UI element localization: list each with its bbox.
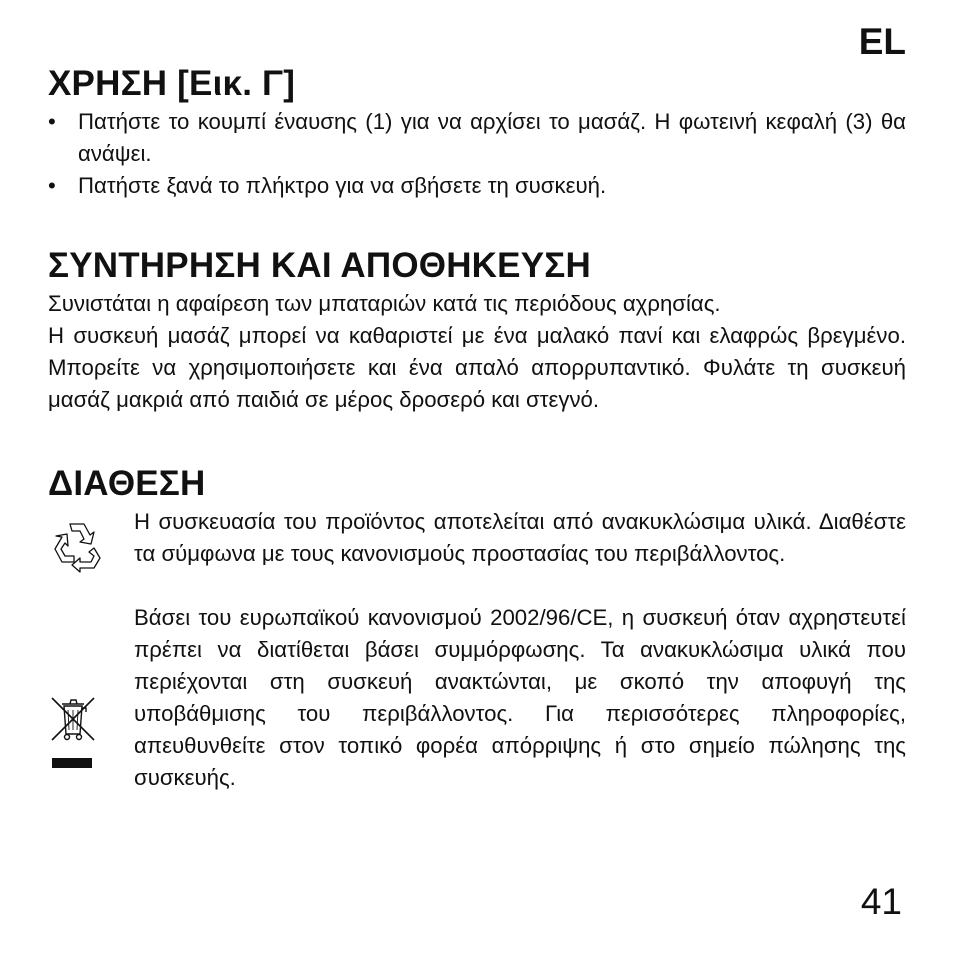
- weee-bar-icon: [52, 758, 92, 768]
- recycle-icon: [48, 518, 106, 574]
- page-number: 41: [860, 881, 902, 922]
- language-code: EL: [858, 21, 906, 62]
- bullet-marker: •: [48, 109, 56, 134]
- usage-bullet-text: Πατήστε το κουμπί έναυσης (1) για να αρχίσει το μασάζ. Η φωτεινή κεφαλή (3) θα ανάψει.: [78, 109, 906, 166]
- usage-bullet-list: [48, 106, 906, 202]
- maintenance-paragraph: Η συσκευή μασάζ μπορεί να καθαριστεί με ένα μαλακό πανί και ελαφρώς βρεγμένο. Μπορείτε να χρησιμοποιήσετε και ένα απαλό απορρυπαντικό. Φυλάτε τη συσκευή μασάζ μακριά από παιδιά σε μέρος δροσερό και στεγνό.: [48, 323, 906, 412]
- packaging-disposal-text: Η συσκευασία του προϊόντος αποτελείται από ανακυκλώσιμα υλικά. Διαθέστε τα σύμφωνα με τους κανονισμούς προστασίας του περιβάλλοντος.: [134, 509, 906, 566]
- disposal-section: [48, 462, 906, 794]
- maintenance-heading: ΣΥΝΤΗΡΗΣΗ ΚΑΙ ΑΠΟΘΗΚΕΥΣΗ: [48, 246, 591, 285]
- paragraph-spacer: [48, 570, 906, 602]
- section-spacer: [48, 416, 906, 462]
- list-item: [48, 170, 906, 202]
- maintenance-section: [48, 244, 906, 416]
- list-item: [48, 106, 906, 170]
- packaging-row: [48, 506, 906, 570]
- crossed-out-wheelie-bin-icon: [48, 694, 98, 744]
- weee-row: [48, 602, 906, 794]
- manual-page: [48, 62, 906, 794]
- usage-section: [48, 62, 906, 202]
- bullet-marker: •: [48, 173, 56, 198]
- maintenance-paragraph: Συνιστάται η αφαίρεση των μπαταριών κατά τις περιόδους αχρησίας.: [48, 291, 721, 316]
- usage-heading: ΧΡΗΣΗ [Εικ. Γ]: [48, 64, 296, 103]
- usage-bullet-text: Πατήστε ξανά το πλήκτρο για να σβήσετε τη συσκευή.: [78, 173, 607, 198]
- section-spacer: [48, 202, 906, 244]
- weee-disposal-text: Βάσει του ευρωπαϊκού κανονισμού 2002/96/CE, η συσκευή όταν αχρηστευτεί πρέπει να διατίθεται βάσει συμμόρφωσης. Τα ανακυκλώσιμα υλικά που περιέχονται στη συσκευή ανακτώνται, με σκοπό την αποφυγή της υποβάθμισης του περιβάλλοντος. Για περισσότερες πληροφορίες, απευθυνθείτε στον τοπικό φορέα απόρριψης ή στο σημείο πώλησης της συσκευής.: [134, 605, 906, 790]
- disposal-heading: ΔΙΑΘΕΣΗ: [48, 464, 206, 503]
